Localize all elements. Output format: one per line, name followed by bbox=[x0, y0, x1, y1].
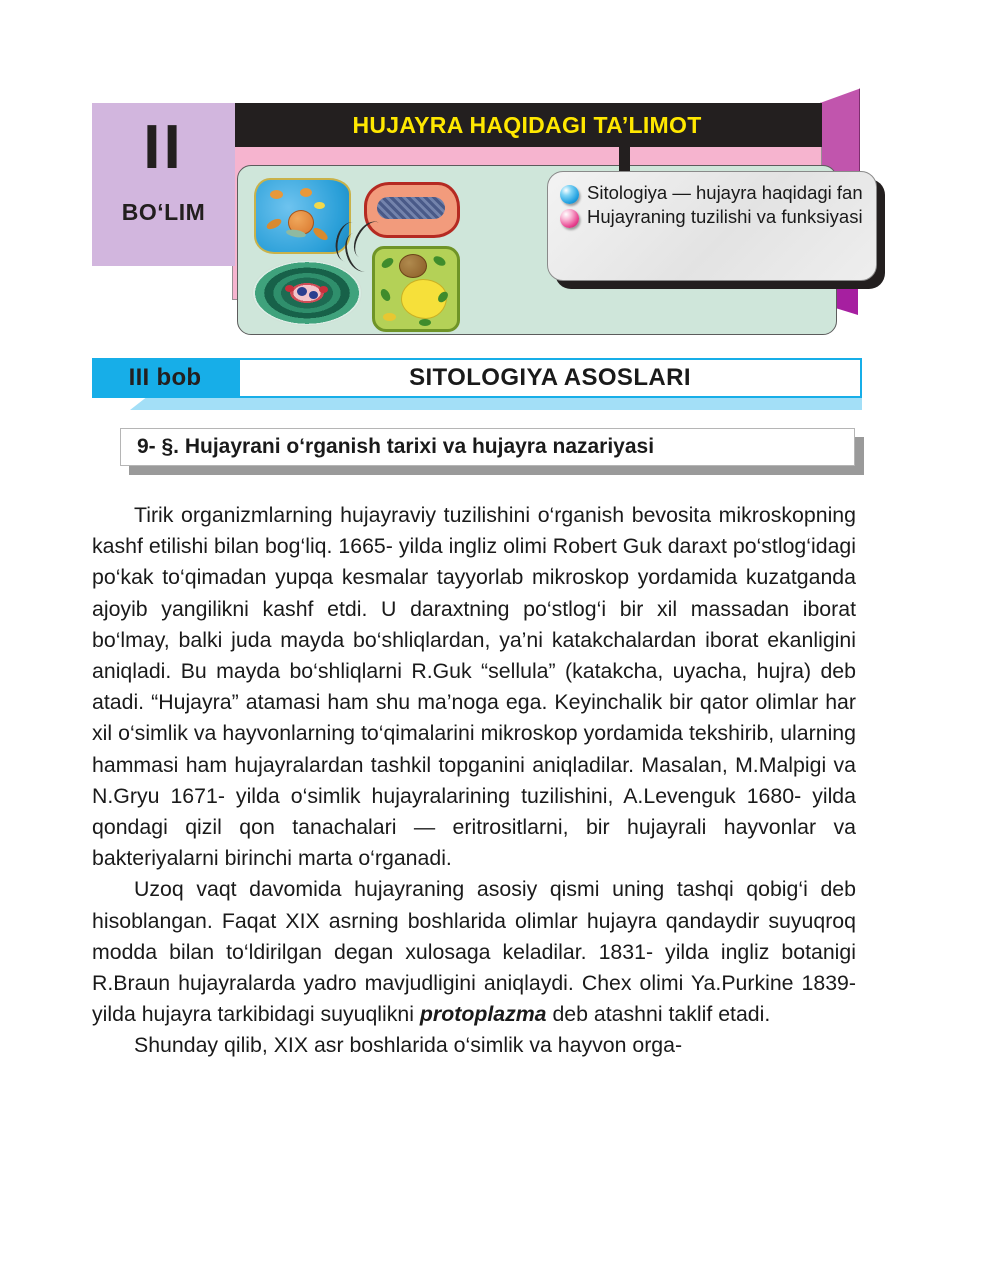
blue-sphere-bullet-icon bbox=[560, 185, 579, 204]
callout-body bbox=[547, 171, 877, 281]
list-item-label: Sitologiya — hujayra haqidagi fan bbox=[587, 182, 863, 203]
unit-roman-numeral: II bbox=[143, 113, 184, 182]
article-body bbox=[92, 500, 856, 1062]
unit-banner-title: HUJAYRA HAQIDAGI TA’LIMOT bbox=[352, 111, 702, 138]
section-heading-text: 9- §. Hujayrani o‘rganish tarixi va hujayra nazariyasi bbox=[137, 435, 655, 458]
paragraph-text-lead: Uzoq vaqt davomida hujayraning asosiy qismi uning tashqi qobig‘i deb hisoblangan. Faqat XIX asrning boshlarida olimlar hujayra qandaydir suyuqroq modda bilan to‘ldirilgan degan xulosaga keladilar. 1831- yilda ingliz botanigi R.Braun hujayralarda yadro mavjudligini aniqlaydi. Chex olimi Ya.Purkine 1839- yilda hujayra tarkibidagi suyuqlikni bbox=[92, 877, 856, 1027]
paragraph-text-tail: deb atashni taklif etadi. bbox=[546, 1002, 771, 1027]
unit-banner bbox=[232, 103, 822, 147]
list-item bbox=[560, 182, 866, 204]
unit-number-box bbox=[92, 103, 235, 266]
pink-sphere-bullet-icon bbox=[560, 209, 579, 228]
unit-header-block bbox=[92, 103, 862, 335]
section-heading bbox=[120, 428, 864, 476]
chapter-bar bbox=[92, 358, 862, 410]
emphasis-term: protoplazma bbox=[419, 1002, 547, 1027]
list-item bbox=[560, 206, 866, 228]
concentric-cell-icon bbox=[252, 260, 362, 326]
paragraph: Tirik organizmlarning hujayraviy tuzilishini o‘rganish bevosita mikroskopning kashf etilishi bilan bog‘liq. 1665- yilda ingliz olimi Robert Guk daraxt po‘stlog‘idagi po‘kak to‘qimadan yupqa kesmalar tayyorlab mikroskop yordamida kuzatganda ajoyib yangilikni kashf etdi. U daraxtning po‘stlog‘i bir xil massadan iborat bo‘lmay, balki juda mayda bo‘shliqlardan, ya’ni katakchalardan iborat ekanligini aniqladi. Bu mayda bo‘shliqlarni R.Guk “sellula” (katakcha, uyacha, hujra) deb atadi. “Hujayra” atamasi ham shu ma’noga ega. Keyinchalik bir qator olimlar har xil o‘simlik va hayvonlarning to‘qimalarini mikroskop yordamida tekshirib, ularning hammasi ham hujayralardan tashkil topganini aniqladilar. Masalan, M.Malpigi va N.Gryu 1671- yilda o‘simlik hujayralarining tuzilishini, A.Levenguk 1680- yilda qondagi qizil qon tanachalari — eritrositlarni, bir hujayrali hayvonlar va bakteriyalarni birinchi marta o‘rganadi. bbox=[92, 503, 856, 871]
paragraph bbox=[92, 874, 856, 1030]
unit-label: BO‘LIM bbox=[121, 199, 206, 225]
cell-types-illustration bbox=[250, 176, 470, 328]
chapter-tab bbox=[92, 358, 238, 398]
section-heading-body bbox=[120, 428, 855, 466]
paragraph: Shunday qilib, XIX asr boshlarida o‘simlik va hayvon orga- bbox=[134, 1033, 683, 1058]
chapter-title-box bbox=[238, 358, 862, 398]
chapter-bar-underlayer bbox=[130, 396, 862, 410]
chapter-title: SITOLOGIYA ASOSLARI bbox=[409, 364, 691, 391]
plant-cell-icon bbox=[372, 246, 460, 332]
unit-topics-callout bbox=[547, 171, 877, 281]
chapter-tab-label: III bob bbox=[128, 364, 202, 391]
list-item-label: Hujayraning tuzilishi va funksiyasi bbox=[587, 206, 863, 227]
